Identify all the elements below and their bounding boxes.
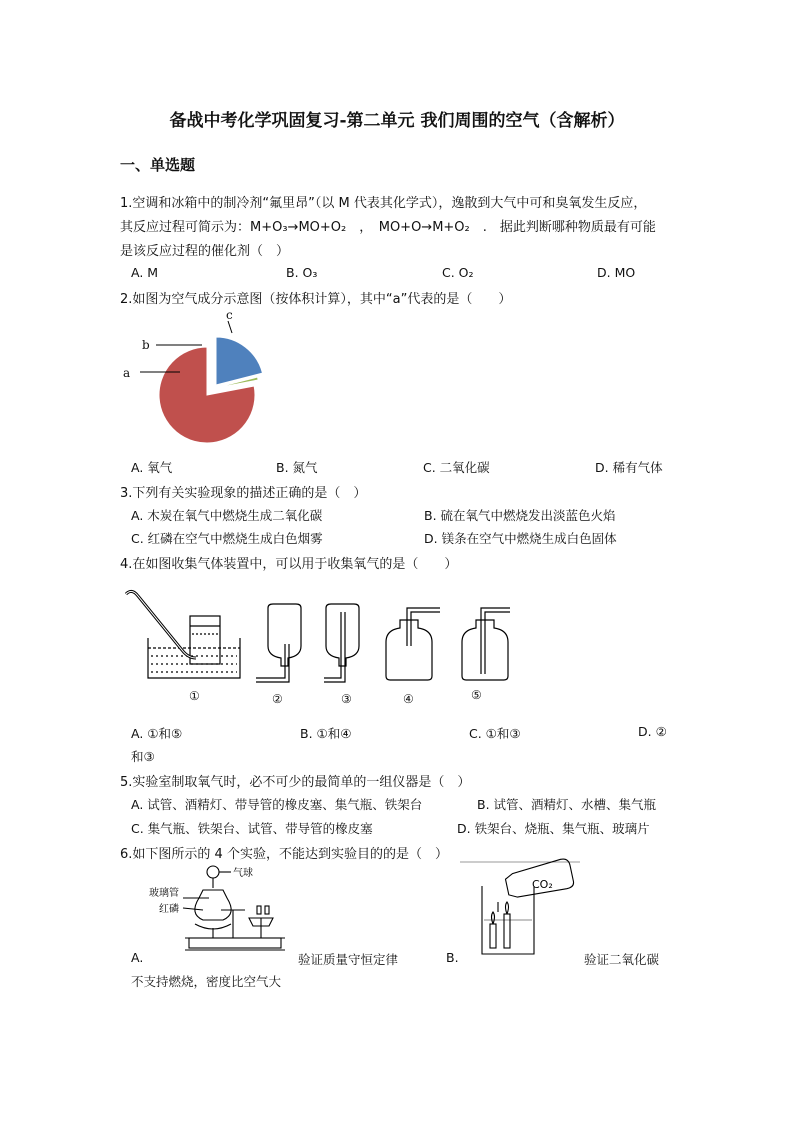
q1-line-3: 是该反应过程的催化剂（ ）	[120, 244, 290, 259]
q4-option-a[interactable]: A. ①和⑤	[131, 726, 183, 741]
q1-option-a[interactable]: A. M	[131, 265, 159, 280]
q2-option-c[interactable]: C. 二氧化碳	[423, 460, 490, 475]
apparatus-label-4: ④	[403, 692, 414, 706]
apparatus-label-1: ①	[189, 689, 200, 703]
q3-line-1: 3.下列有关实验现象的描述正确的是（ ）	[120, 486, 367, 501]
q2-line-1: 2.如图为空气成分示意图（按体积计算），其中“a”代表的是（ ）	[120, 292, 512, 307]
q2-option-d[interactable]: D. 稀有气体	[595, 460, 663, 475]
apparatus-5-gas-bottle	[462, 608, 510, 680]
q4-option-d-continued: 和③	[131, 749, 155, 764]
section-heading: 一、单选题	[120, 156, 196, 174]
q1-option-d[interactable]: D. MO	[597, 265, 636, 280]
apparatus-3-inverted-bottle	[324, 604, 359, 682]
q5-line-1: 5.实验室制取氧气时，必不可少的最简单的一组仪器是（ ）	[120, 775, 471, 790]
q1-line-1: 1.空调和冰箱中的制冷剂“氟里昂”（以 M 代表其化学式），逸散到大气中可和臭氧发生反应，	[120, 196, 647, 211]
q4-option-c[interactable]: C. ①和③	[469, 726, 521, 741]
q5-option-d[interactable]: D. 铁架台、烧瓶、集气瓶、玻璃片	[457, 821, 650, 836]
apparatus-2-inverted-bottle	[256, 604, 301, 682]
gas-collection-figure	[118, 586, 518, 711]
q6-option-a[interactable]: A.	[131, 950, 144, 965]
label-glass-tube: 玻璃管	[149, 888, 179, 899]
q6-line-1: 6.如下图所示的 4 个实验，不能达到实验目的的是（ ）	[120, 847, 448, 862]
q3-option-a[interactable]: A. 木炭在氧气中燃烧生成二氧化碳	[131, 508, 323, 523]
pie-label-a: a	[123, 366, 131, 380]
q1-line-2: 其反应过程可简示为：M+O₃→MO+O₂ ， MO+O→M+O₂ . 据此判断哪种物质最有可能	[120, 220, 656, 235]
label-red-phosphorus: 红磷	[159, 904, 179, 915]
q4-line-1: 4.在如图收集气体装置中，可以用于收集氧气的是（ ）	[120, 557, 458, 572]
pie-label-c: c	[226, 308, 233, 322]
q1-option-c[interactable]: C. O₂	[442, 265, 474, 280]
pie-label-b: b	[142, 338, 150, 352]
apparatus-1-water-trough	[126, 591, 240, 678]
q6-option-b[interactable]: B.	[446, 950, 459, 965]
q4-option-b[interactable]: B. ①和④	[300, 726, 352, 741]
q2-option-a[interactable]: A. 氧气	[131, 460, 173, 475]
q3-option-d[interactable]: D. 镁条在空气中燃烧生成白色固体	[424, 531, 617, 546]
apparatus-4-gas-bottle	[386, 608, 440, 680]
co2-candle-figure	[460, 858, 590, 958]
q2-option-b[interactable]: B. 氮气	[276, 460, 318, 475]
q3-option-b[interactable]: B. 硫在氧气中燃烧发出淡蓝色火焰	[424, 508, 616, 523]
page-title: 备战中考化学巩固复习-第二单元 我们周围的空气（含解析）	[169, 111, 625, 131]
q6-option-b-text-continued: 不支持燃烧，密度比空气大	[131, 974, 282, 989]
pie-chart	[110, 305, 280, 455]
q6-option-a-text: 验证质量守恒定律	[298, 952, 399, 967]
q4-option-d[interactable]: D. ②	[638, 724, 667, 739]
q5-option-a[interactable]: A. 试管、酒精灯、带导管的橡皮塞、集气瓶、铁架台	[131, 797, 423, 812]
apparatus-label-3: ③	[341, 692, 352, 706]
q6-option-b-text: 验证二氧化碳	[584, 952, 660, 967]
label-balloon: 气球	[233, 868, 253, 879]
q1-option-b[interactable]: B. O₃	[286, 265, 318, 280]
apparatus-label-5: ⑤	[471, 688, 482, 702]
apparatus-label-2: ②	[272, 692, 283, 706]
q5-option-c[interactable]: C. 集气瓶、铁架台、试管、带导管的橡皮塞	[131, 821, 373, 836]
leader-line-c	[228, 321, 232, 333]
q5-option-b[interactable]: B. 试管、酒精灯、水槽、集气瓶	[477, 797, 657, 812]
mass-conservation-figure	[145, 862, 295, 957]
label-co2: CO₂	[532, 878, 553, 891]
q3-option-c[interactable]: C. 红磷在空气中燃烧生成白色烟雾	[131, 531, 323, 546]
